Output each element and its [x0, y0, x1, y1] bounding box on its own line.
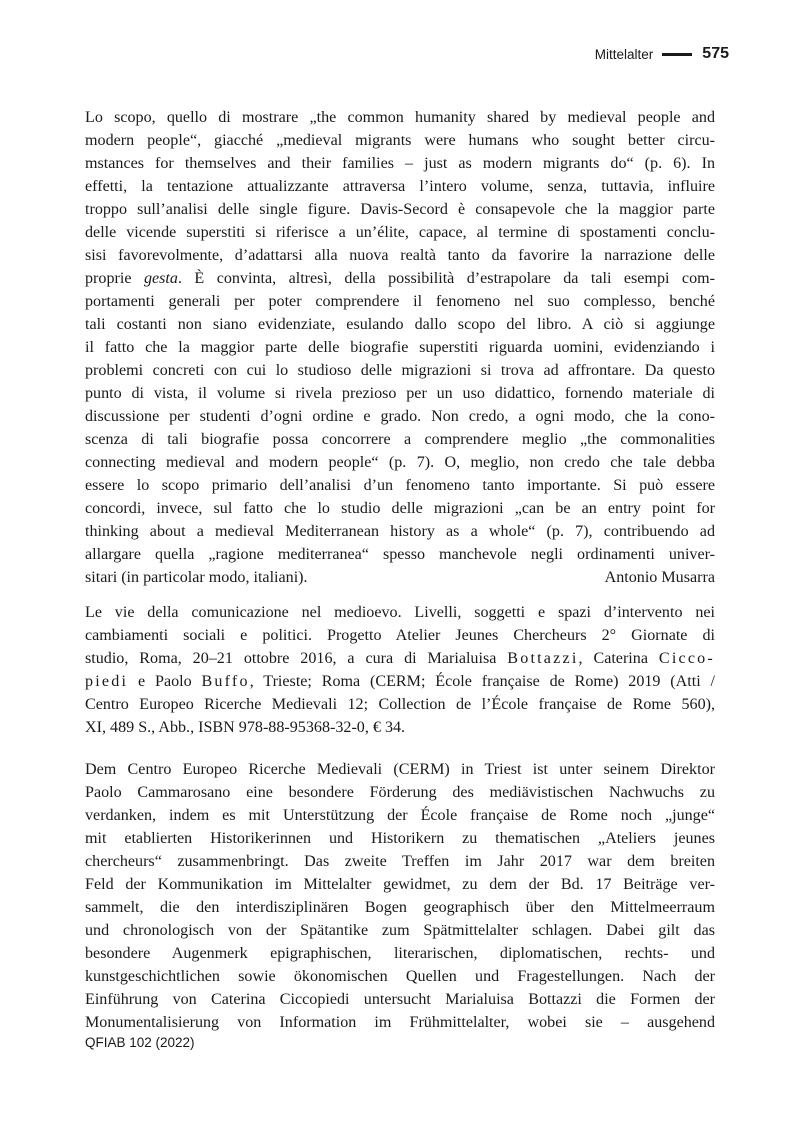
text-line: Dem Centro Europeo Ricerche Medievali (CERM) in Triest ist unter seinem Direktor [85, 761, 715, 778]
text-line: besondere Augenmerk epigraphischen, literarischen, diplomatischen, rechts- und [85, 945, 715, 962]
text-line: und chronologisch von der Spätantike zum Spätmittelalter schlagen. Dabei gilt das [85, 922, 715, 939]
text-line: verdanken, indem es mit Unterstützung der École française de Rome noch „junge“ [85, 807, 715, 824]
text-line: troppo sull’analisi delle single figure. Davis-Secord è consapevole che la maggior parte [85, 201, 715, 218]
page-number: 575 [702, 45, 729, 62]
text-line: delle vicende superstiti si riferisce a un’élite, capace, al termine di spostamenti conclu- [85, 224, 715, 241]
editor-name: Bottazzi [507, 650, 579, 667]
bibliographic-entry [85, 601, 715, 739]
text-span: , Trieste; Roma (CERM; École française de Rome) 2019 (Atti / [249, 673, 715, 690]
running-header [595, 40, 729, 68]
text-line: mit etablierten Historikerinnen und Historikern zu thematischen „Ateliers jeunes [85, 830, 715, 847]
reviewer-name: Antonio Musarra [604, 569, 715, 586]
text-line [85, 267, 715, 290]
text-span: e Paolo [128, 673, 202, 690]
text-line: thinking about a medieval Mediterranean history as a whole“ (p. 7), contribuendo ad [85, 523, 715, 540]
text-line: problemi concreti con cui lo studioso delle migrazioni si trova ad affrontare. Da questo [85, 362, 715, 379]
biblio-line: Le vie della comunicazione nel medioevo. Livelli, soggetti e spazi d’intervento nei [85, 604, 715, 621]
text-line: discussione per studenti d’ogni ordine e grado. Non credo, a ogni modo, che la cono- [85, 408, 715, 425]
text-line: Lo scopo, quello di mostrare „the common humanity shared by medieval people and [85, 109, 715, 126]
biblio-line [85, 647, 715, 670]
text-line: mstances for themselves and their families – just as modern migrants do“ (p. 6). In [85, 155, 715, 172]
text-line: allargare quella „ragione mediterranea“ spesso manchevole negli ordinamenti univer- [85, 546, 715, 563]
text-line: effetti, la tentazione attualizzante attraversa l’intero volume, senza, tuttavia, influire [85, 178, 715, 195]
editor-name: Cicco- [658, 650, 715, 667]
review-text [85, 758, 715, 1034]
text-line: connecting medieval and modern people“ (p. 7). O, meglio, non credo che tale debba [85, 454, 715, 471]
editor-name: Buffo [201, 673, 250, 690]
italic-term: gesta [143, 270, 178, 287]
text-line: chercheurs“ zusammenbringt. Das zweite Treffen im Jahr 2017 war dem breiten [85, 853, 715, 870]
text-line: scenza di tali biografie possa concorrere a comprendere meglio „the commonalities [85, 431, 715, 448]
text-line: essere lo scopo primario dell’analisi d’un fenomeno tanto importante. Si può essere [85, 477, 715, 494]
text-line: tali costanti non siano evidenziate, esulando dallo scopo del libro. A ciò si aggiunge [85, 316, 715, 333]
journal-footer: QFIAB 102 (2022) [85, 1035, 195, 1050]
text-line: Monumentalisierung von Information im Frühmittelalter, wobei sie – ausgehend [85, 1014, 715, 1031]
text-line: concordi, invece, sul fatto che lo studio delle migrazioni „can be an entry point for [85, 500, 715, 517]
biblio-line: cambiamenti sociali e politici. Progetto Atelier Jeunes Chercheurs 2° Giornate di [85, 627, 715, 644]
text-span: proprie [85, 270, 144, 287]
text-line: il fatto che la maggior parte delle biografie superstiti riguarda uomini, evidenziando i [85, 339, 715, 356]
text-line: modern people“, giacché „medieval migrants were humans who sought better circu- [85, 132, 715, 149]
editor-name: piedi [85, 673, 129, 690]
biblio-line: XI, 489 S., Abb., ISBN 978-88-95368-32-0, € 34. [85, 719, 406, 736]
text-line: Einführung von Caterina Ciccopiedi untersucht Marialuisa Bottazzi die Formen der [85, 991, 715, 1008]
text-line: sisi favorevolmente, d’adattarsi alla nuova realtà tanto da favorire la narrazione delle [85, 247, 715, 264]
text-span: . È convinta, altresì, della possibilità d’estrapolare da tali esempi com- [177, 270, 715, 287]
text-line: Feld der Kommunikation im Mittelalter gewidmet, zu dem der Bd. 17 Beiträge ver- [85, 876, 715, 893]
text-line-with-author [85, 566, 715, 589]
text-span: studio, Roma, 20–21 ottobre 2016, a cura di Marialuisa [85, 650, 508, 667]
review-continuation [85, 106, 715, 589]
text-line: Paolo Cammarosano eine besondere Förderung des mediävistischen Nachwuchs zu [85, 784, 715, 801]
biblio-line: Centro Europeo Ricerche Medievali 12; Collection de l’École française de Rome 560), [85, 696, 715, 713]
text-line: punto di vista, il volume si rivela prezioso per un uso didattico, fornendo materiale di [85, 385, 715, 402]
text-line: portamenti generali per poter comprendere il fenomeno nel suo complesso, benché [85, 293, 715, 310]
header-rule [662, 53, 692, 56]
text-line: kunstgeschichtlichen sowie ökonomischen Quellen und Fragestellungen. Nach der [85, 968, 715, 985]
running-section-title: Mittelalter [594, 46, 654, 62]
text-line: sammelt, die den interdisziplinären Bogen geographisch über den Mittelmeerraum [85, 899, 715, 916]
text-span: sitari (in particolar modo, italiani). [85, 569, 308, 586]
biblio-line [85, 670, 715, 693]
text-span: , Caterina [578, 650, 659, 667]
